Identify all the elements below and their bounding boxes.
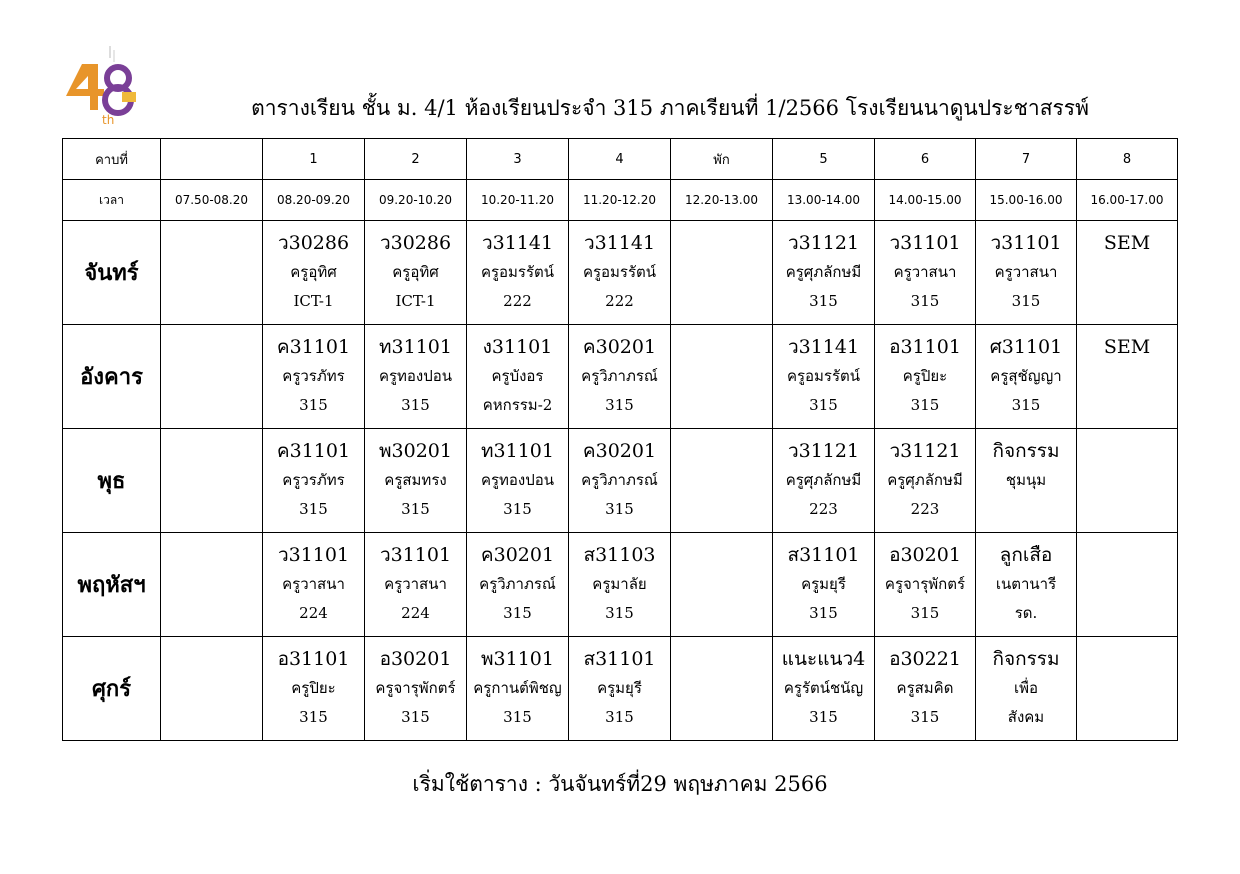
page-title: ตารางเรียน ชั้น ม. 4/1 ห้องเรียนประจำ 315 ภาคเรียนที่ 1/2566 โรงเรียนนาดูนประชาสรรพ์ <box>251 96 1089 120</box>
teacher-name: ครูกานต์พิชญ <box>473 679 562 697</box>
period-number: 1 <box>263 139 365 180</box>
class-cell <box>773 637 875 741</box>
period-number: 3 <box>467 139 569 180</box>
teacher-name: ครูวาสนา <box>893 263 957 281</box>
class-cell <box>976 533 1077 637</box>
period-number: 4 <box>569 139 671 180</box>
teacher-name: ครูสมทรง <box>384 471 447 489</box>
period-time: 07.50-08.20 <box>161 180 263 221</box>
class-cell <box>773 325 875 429</box>
room: 315 <box>605 708 634 726</box>
teacher-name: ครูมยุรี <box>801 575 846 593</box>
class-cell <box>161 221 263 325</box>
class-cell <box>365 429 467 533</box>
subject-code: พ31101 <box>481 648 554 670</box>
teacher-name: ครูสุชัญญา <box>990 367 1062 385</box>
subject-code: ค31101 <box>276 440 351 462</box>
subject-code: อ30221 <box>889 648 961 670</box>
class-cell <box>569 325 671 429</box>
class-cell <box>263 429 365 533</box>
class-cell <box>671 221 773 325</box>
class-cell <box>467 325 569 429</box>
room: ICT-1 <box>293 292 334 310</box>
class-cell <box>161 325 263 429</box>
class-cell <box>263 533 365 637</box>
subject-code: ส31101 <box>787 544 860 566</box>
room: รด. <box>1014 604 1038 622</box>
room: สังคม <box>1007 708 1045 726</box>
class-cell <box>1077 637 1178 741</box>
subject-code: ค30201 <box>582 440 657 462</box>
subject-code: ส31101 <box>583 648 656 670</box>
room: 315 <box>809 292 838 310</box>
class-cell <box>875 221 976 325</box>
subject-code: ว30286 <box>277 232 350 254</box>
room: 315 <box>809 708 838 726</box>
class-cell <box>671 637 773 741</box>
period-number: 6 <box>875 139 976 180</box>
class-cell <box>569 429 671 533</box>
period-number: 2 <box>365 139 467 180</box>
school-logo <box>62 44 144 126</box>
room: 315 <box>503 604 532 622</box>
teacher-name: ครูศุภลักษมี <box>785 471 862 489</box>
subject-code: ว31121 <box>787 232 860 254</box>
class-cell <box>161 637 263 741</box>
period-time: 16.00-17.00 <box>1077 180 1178 221</box>
period-time: 09.20-10.20 <box>365 180 467 221</box>
teacher-name: ครูปิยะ <box>902 367 948 385</box>
room: ICT-1 <box>395 292 436 310</box>
room: 315 <box>605 604 634 622</box>
class-cell <box>263 637 365 741</box>
subject-code: ว30286 <box>379 232 452 254</box>
period-number: 7 <box>976 139 1077 180</box>
teacher-name: ครูวาสนา <box>994 263 1058 281</box>
subject-code: พ30201 <box>379 440 452 462</box>
subject-code: ค30201 <box>480 544 555 566</box>
period-time: 11.20-12.20 <box>569 180 671 221</box>
period-header-row <box>63 139 1178 180</box>
class-cell <box>773 221 875 325</box>
subject-code: อ31101 <box>277 648 350 670</box>
subject-code: ว31101 <box>379 544 452 566</box>
teacher-name: ครูวาสนา <box>384 575 447 593</box>
room: 224 <box>299 604 328 622</box>
subject-code: ว31101 <box>277 544 350 566</box>
subject-code: ว31101 <box>990 232 1062 254</box>
start-date-note: เริ่มใช้ตาราง : วันจันทร์ที่29 พฤษภาคม 2566 <box>412 772 828 796</box>
subject-code: ว31141 <box>787 336 860 358</box>
room: 315 <box>401 396 430 414</box>
class-cell <box>1077 429 1178 533</box>
teacher-name: ครูวรภัทร <box>282 367 345 385</box>
teacher-name: ครูอมรรัตน์ <box>582 263 657 281</box>
teacher-name: ครูรัตน์ชนัญ <box>783 679 864 697</box>
period-time: 12.20-13.00 <box>671 180 773 221</box>
day-name: จันทร์ <box>63 221 161 325</box>
day-name: พุธ <box>63 429 161 533</box>
room: 224 <box>401 604 430 622</box>
logo-48th-icon <box>62 44 144 126</box>
class-cell <box>976 325 1077 429</box>
class-cell <box>467 637 569 741</box>
period-number: 5 <box>773 139 875 180</box>
room: 315 <box>910 292 940 310</box>
subject-code: SEM <box>1103 336 1151 358</box>
class-cell <box>365 637 467 741</box>
room: 315 <box>809 604 838 622</box>
teacher-name: ครูวิภาภรณ์ <box>581 471 658 489</box>
room: 315 <box>299 500 328 518</box>
room: คหกรรม-2 <box>482 396 553 414</box>
class-cell <box>161 429 263 533</box>
room: 315 <box>605 396 634 414</box>
subject-code: อ30201 <box>889 544 961 566</box>
room: 222 <box>503 292 532 310</box>
class-cell <box>1077 325 1178 429</box>
teacher-name: ครูวิภาภรณ์ <box>581 367 658 385</box>
room: 315 <box>910 604 940 622</box>
class-cell <box>875 429 976 533</box>
class-cell <box>365 533 467 637</box>
teacher-name: เพื่อ <box>1013 679 1039 697</box>
day-row <box>63 533 1178 637</box>
teacher-name: ครูศุภลักษมี <box>887 471 963 489</box>
class-cell <box>671 533 773 637</box>
subject-code: ศ31101 <box>989 336 1063 358</box>
subject-code: แนะแนว4 <box>781 648 866 670</box>
room: 315 <box>910 708 940 726</box>
subject-code: SEM <box>1103 232 1151 254</box>
teacher-name: ครูทองปอน <box>378 367 453 385</box>
teacher-name: ครูอุทิศ <box>392 263 439 281</box>
room: 315 <box>910 396 940 414</box>
period-number <box>161 139 263 180</box>
room: 315 <box>809 396 838 414</box>
teacher-name: ครูมาลัย <box>592 575 647 593</box>
subject-code: ว31121 <box>787 440 860 462</box>
day-row <box>63 637 1178 741</box>
day-row <box>63 325 1178 429</box>
subject-code: ท31101 <box>481 440 554 462</box>
period-number: พัก <box>671 139 773 180</box>
day-name: พฤหัสฯ <box>63 533 161 637</box>
subject-code: กิจกรรม <box>992 648 1060 670</box>
class-cell <box>569 533 671 637</box>
subject-code: ท31101 <box>379 336 452 358</box>
teacher-name: ครูทองปอน <box>480 471 555 489</box>
class-cell <box>976 637 1077 741</box>
room: 222 <box>605 292 634 310</box>
teacher-name: ครูวิภาภรณ์ <box>479 575 556 593</box>
subject-code: ว31121 <box>889 440 961 462</box>
day-name: อังคาร <box>63 325 161 429</box>
period-time: 15.00-16.00 <box>976 180 1077 221</box>
room: 315 <box>401 500 430 518</box>
teacher-name: ครูวรภัทร <box>282 471 345 489</box>
day-row <box>63 429 1178 533</box>
room: 315 <box>299 396 328 414</box>
class-cell <box>1077 221 1178 325</box>
class-cell <box>365 325 467 429</box>
room: 223 <box>809 500 838 518</box>
subject-code: อ31101 <box>889 336 961 358</box>
class-cell <box>875 533 976 637</box>
room: 315 <box>401 708 430 726</box>
class-cell <box>671 325 773 429</box>
class-cell <box>976 221 1077 325</box>
time-header-row <box>63 180 1178 221</box>
day-row <box>63 221 1178 325</box>
subject-code: ลูกเสือ <box>999 544 1053 566</box>
timetable <box>62 138 1178 741</box>
class-cell <box>773 429 875 533</box>
period-label: คาบที่ <box>63 139 161 180</box>
subject-code: กิจกรรม <box>992 440 1060 462</box>
teacher-name: ครูจารุพักตร์ <box>375 679 456 697</box>
teacher-name: ครูวาสนา <box>282 575 345 593</box>
class-cell <box>263 325 365 429</box>
room: 315 <box>299 708 328 726</box>
period-time: 13.00-14.00 <box>773 180 875 221</box>
class-cell <box>976 429 1077 533</box>
teacher-name: ครูอุทิศ <box>290 263 337 281</box>
teacher-name: ครูอมรรัตน์ <box>786 367 861 385</box>
teacher-name: เนตานารี <box>995 575 1057 593</box>
subject-code: ว31141 <box>481 232 554 254</box>
subject-code: ง31101 <box>482 336 553 358</box>
subject-code: ส31103 <box>583 544 656 566</box>
class-cell <box>875 325 976 429</box>
day-name: ศุกร์ <box>63 637 161 741</box>
room: 315 <box>605 500 634 518</box>
teacher-name: ครูจารุพักตร์ <box>884 575 966 593</box>
class-cell <box>875 637 976 741</box>
teacher-name: ครูมยุรี <box>597 679 642 697</box>
teacher-name: ครูอมรรัตน์ <box>480 263 555 281</box>
teacher-name: ครูปิยะ <box>291 679 336 697</box>
subject-code: อ30201 <box>379 648 452 670</box>
class-cell <box>773 533 875 637</box>
class-cell <box>467 221 569 325</box>
class-cell <box>569 637 671 741</box>
period-time: 08.20-09.20 <box>263 180 365 221</box>
class-cell <box>263 221 365 325</box>
room: 315 <box>503 708 532 726</box>
class-cell <box>365 221 467 325</box>
class-cell <box>467 533 569 637</box>
period-time: 10.20-11.20 <box>467 180 569 221</box>
subject-code: ว31101 <box>889 232 961 254</box>
teacher-name: ครูศุภลักษมี <box>785 263 862 281</box>
class-cell <box>671 429 773 533</box>
svg-text:th: th <box>102 113 115 126</box>
period-time: 14.00-15.00 <box>875 180 976 221</box>
room: 315 <box>1011 396 1041 414</box>
class-cell <box>1077 533 1178 637</box>
subject-code: ว31141 <box>583 232 656 254</box>
time-label: เวลา <box>63 180 161 221</box>
teacher-name: ครูบังอร <box>491 367 544 385</box>
period-number: 8 <box>1077 139 1178 180</box>
room: 223 <box>910 500 940 518</box>
subject-code: ค30201 <box>582 336 657 358</box>
class-cell <box>467 429 569 533</box>
teacher-name: ชุมนุม <box>1005 471 1047 489</box>
room: 315 <box>1011 292 1041 310</box>
teacher-name: ครูสมคิด <box>896 679 954 697</box>
class-cell <box>161 533 263 637</box>
subject-code: ค31101 <box>276 336 351 358</box>
room: 315 <box>503 500 532 518</box>
class-cell <box>569 221 671 325</box>
